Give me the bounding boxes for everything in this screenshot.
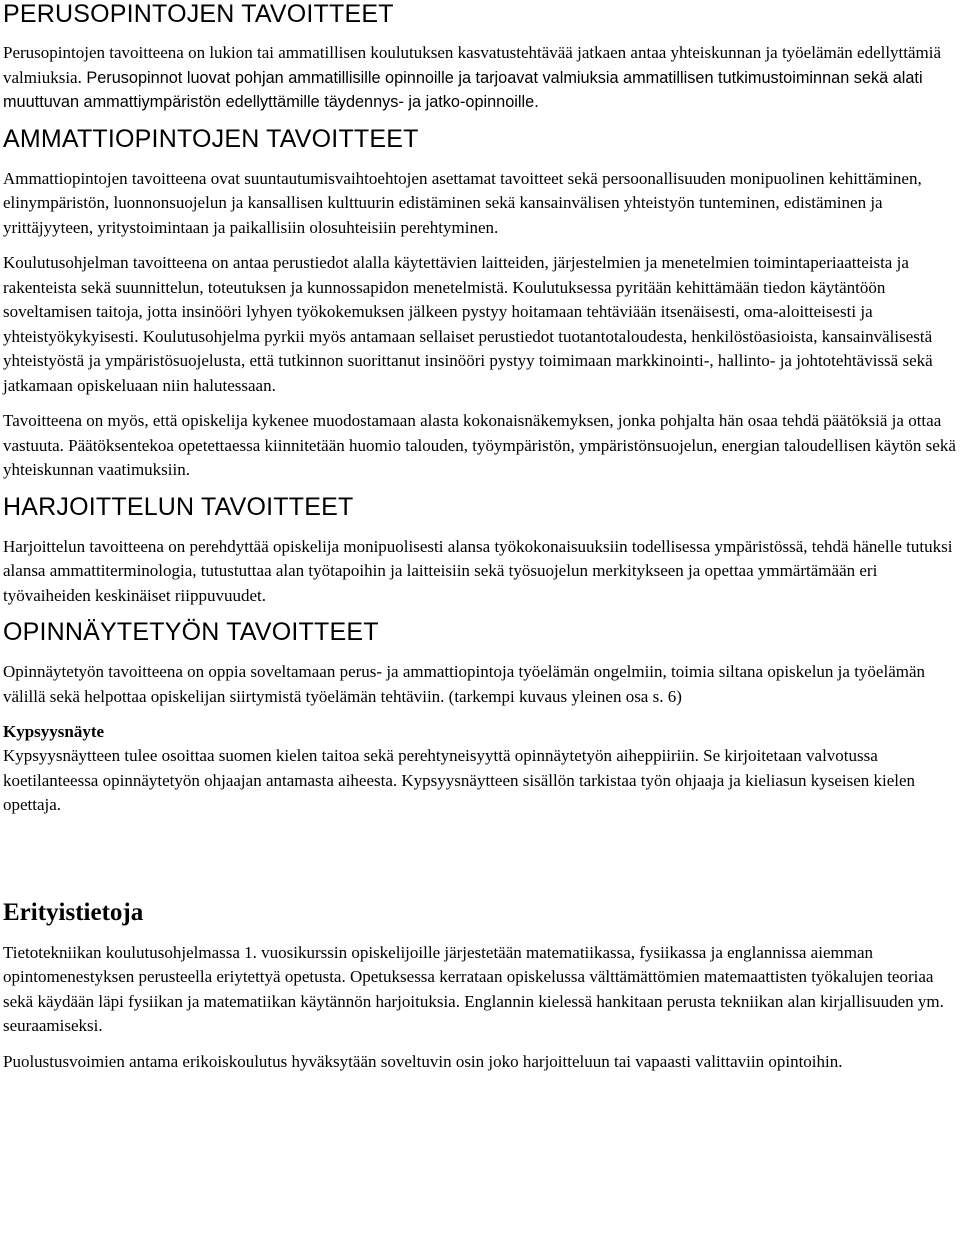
heading-perusopinnot: PERUSOPINTOJEN TAVOITTEET xyxy=(3,0,394,28)
paragraph-harjoittelu: Harjoittelun tavoitteena on perehdyttää opiskelija monipuolisesti alansa työkokonaisuuksiin todellisessa ympäristössä, tehdä hänelle tutuksi alansa ammattiterminologia, tutustuttaa alan työtapoihin ja laitteisiin sekä työsuojelun merkitykseen ja opettaa ymmärtämään eri työvaiheiden keskinäiset riippuvuudet. xyxy=(3,536,953,605)
paragraph-perusopinnot xyxy=(3,41,957,115)
paragraph-ammattiopinnot-1: Ammattiopintojen tavoitteena ovat suuntautumisvaihtoehtojen asettamat tavoitteet sekä persoonallisuuden monipuolinen kehittäminen, elinympäristön, luonnonsuojelun ja kansallisen kulttuurin edistäminen sekä kansainvälisen yhteistyön tunteminen, edistäminen ja yrittäjyyteen, yritystoimintaan ja paikallisiin olosuhteisiin perehtyminen. xyxy=(3,168,922,237)
paragraph-erityistietoja-1: Tietotekniikan koulutusohjelmassa 1. vuosikurssin opiskelijoille järjestetään matematiikassa, fysiikassa ja englannissa aiemman opintomenestyksen perusteella eriytettyä opetusta. Opetuksessa kerrataan opiskelussa välttämättömien matemaattisten työkalujen teoriaa sekä käydään läpi fysiikan ja matematiikan käytännön harjoituksia. Englannin kielessä hankitaan perusta tekniikan alan kirjallisuuden ym. seuraamiseksi. xyxy=(3,942,944,1035)
paragraph-opinnaytetyo: Opinnäytetyön tavoitteena on oppia soveltamaan perus- ja ammattiopintoja työelämän ongelmiin, toimia siltana opiskelun ja työelämän välillä sekä helpottaa opiskelijan siirtymistä työelämän tehtäviin. (tarkempi kuvaus yleinen osa s. 6) xyxy=(3,662,926,706)
paragraph-perusopinnot-part2: Perusopinnot luovat pohjan ammatillisille opinnoille ja tarjoavat valmiuksia ammatillisen tutkimustoiminnan sekä alati muuttuvan ammattiympäristön edellyttämille täydennys- ja jatko-opinnoille. xyxy=(3,68,923,111)
heading-ammattiopinnot: AMMATTIOPINTOJEN TAVOITTEET xyxy=(3,124,419,153)
heading-kypsyysnayte: Kypsyysnäyte xyxy=(3,722,105,741)
paragraph-kypsyysnayte: Kypsyysnäytteen tulee osoittaa suomen kielen taitoa sekä perehtyneisyyttä opinnäytetyön aiheppiiriin. Se kirjoitetaan valvotussa koetilanteessa opinnäytetyön ohjaajan antamasta aiheesta. Kypsyysnäytteen sisällön tarkistaa työn ohjaaja ja kieliasun kyseisen kielen opettaja. xyxy=(3,746,916,814)
paragraph-ammattiopinnot-2: Koulutusohjelman tavoitteena on antaa perustiedot alalla käytettävien laitteiden, järjestelmien ja menetelmien toimintaperiaatteista ja rakenteista sekä suunnittelun, toteutuksen ja kunnossapidon menetelmistä. Koulutuksessa pyritään kehittämään tiedon käytäntöön soveltamisen taitoja, jotta insinööri lyhyen työkokemuksen jälkeen pystyy hoitamaan tehtäviään itsenäisesti, oma-aloitteisesti ja yhteistyökykyisesti. Koulutusohjelma pyrkii myös antamaan sellaiset perustiedot tuotantotaloudesta, henkilöstöasioista, kansainvälisestä yhteistyöstä ja ympäristösuojelusta, että tutkinnon suorittanut insinööri pystyy toimimaan markkinointi-, hallinto- ja johtotehtävissä sekä jatkamaan opiskeluaan niin halutessaan. xyxy=(3,253,933,395)
paragraph-ammattiopinnot-3: Tavoitteena on myös, että opiskelija kykenee muodostamaan alasta kokonaisnäkemyksen, jonka pohjalta hän osaa tehdä päätöksiä ja ottaa vastuuta. Päätöksentekoa opetettaessa kiinnitetään huomio talouden, työympäristön, ympäristönsuojelun, energian taloudellisen käytön sekä yhteiskunnan vaatimuksiin. xyxy=(3,411,956,479)
heading-opinnaytetyo: OPINNÄYTETYÖN TAVOITTEET xyxy=(3,618,379,646)
heading-erityistietoja: Erityistietoja xyxy=(3,898,144,926)
paragraph-perusopinnot-part1: Perusopintojen tavoitteena on lukion tai ammatillisen koulutuksen kasvatustehtävää jatkaen antaa yhteiskunnan ja työelämän edellyttämiä valmiuksia. xyxy=(3,43,942,87)
heading-harjoittelu: HARJOITTELUN TAVOITTEET xyxy=(3,492,354,521)
paragraph-erityistietoja-2: Puolustusvoimien antama erikoiskoulutus hyväksytään soveltuvin osin joko harjoitteluun tai vapaasti valittaviin opintoihin. xyxy=(3,1051,843,1071)
document-page xyxy=(3,0,957,1074)
